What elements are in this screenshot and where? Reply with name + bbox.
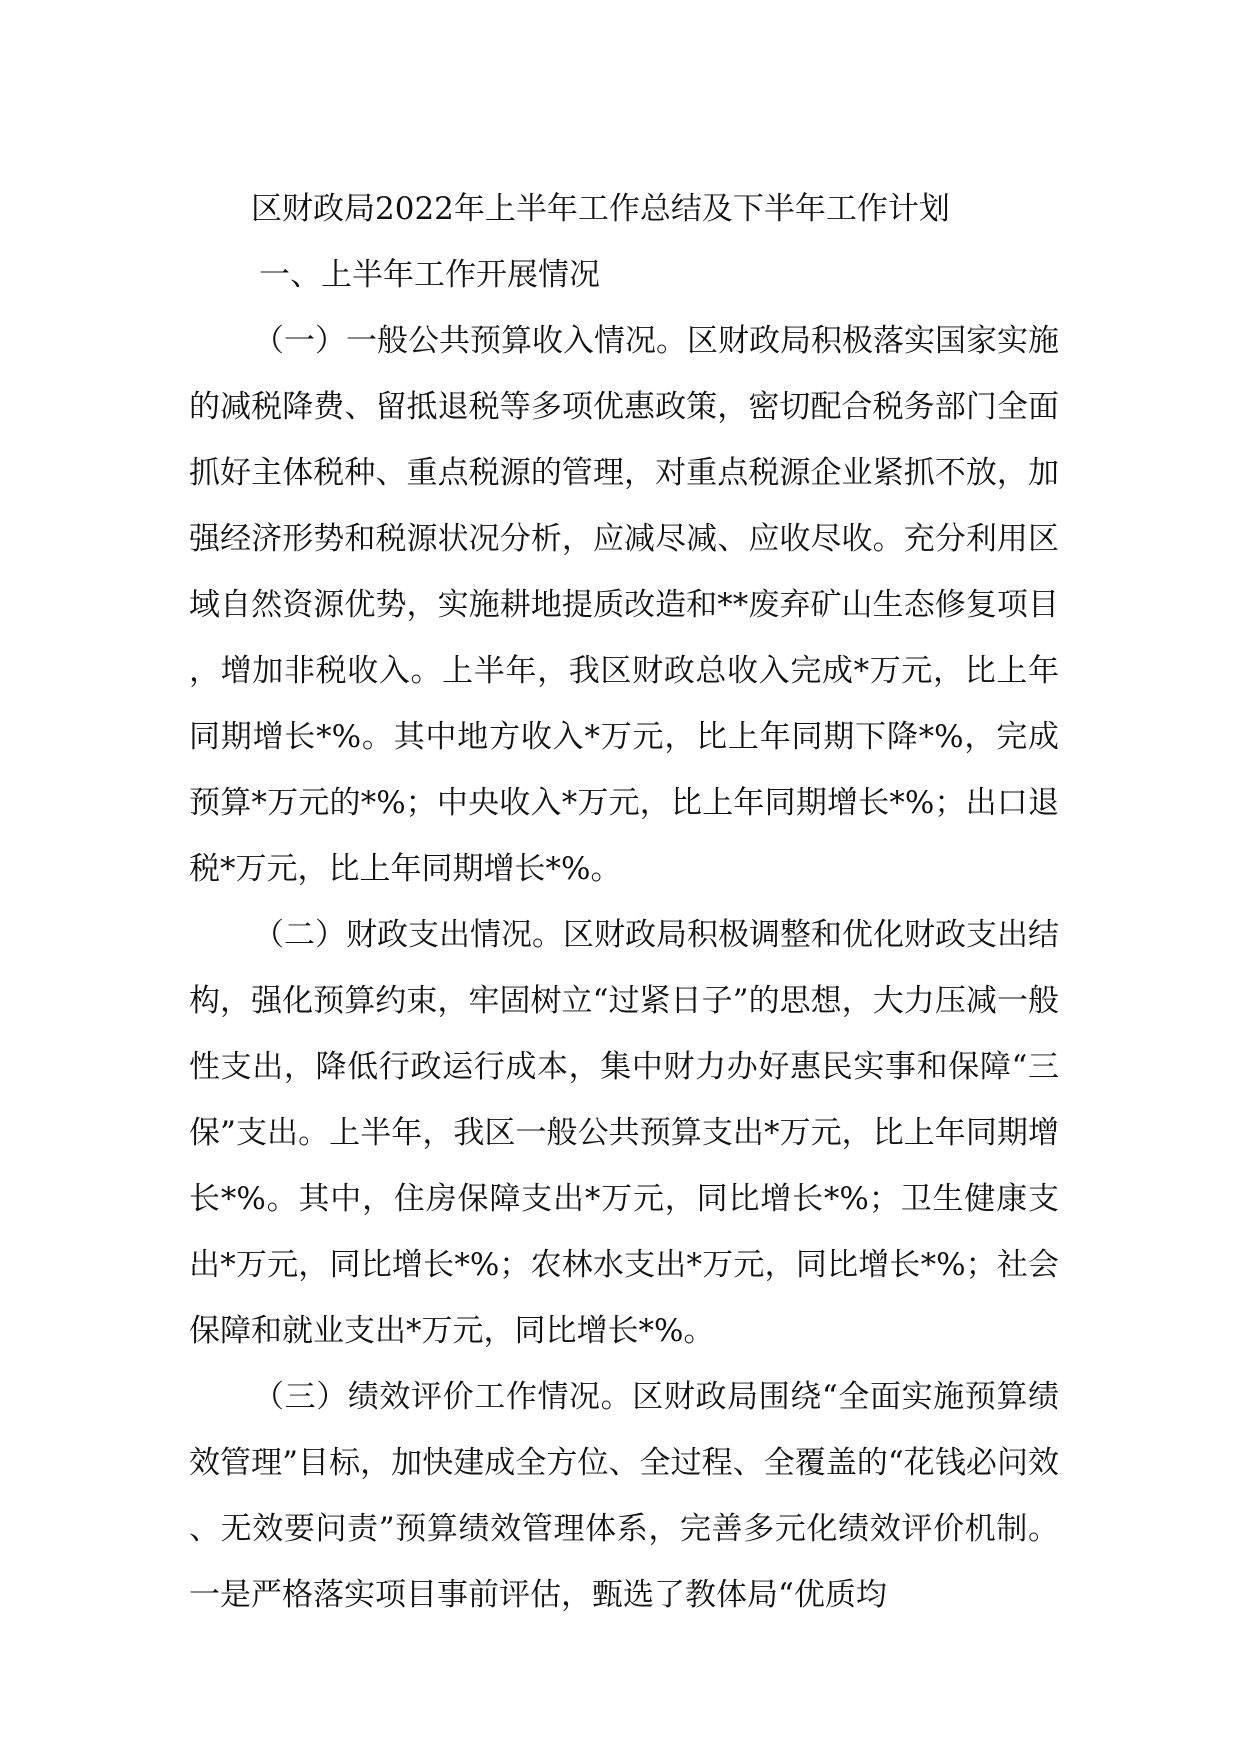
document-title: 区财政局2022年上半年工作总结及下半年工作计划 (251, 191, 950, 227)
paragraph-expenditure: （二）财政支出情况。区财政局积极调整和优化财政支出结构，强化预算约束，牢固树立“过紧日子”的思想，大力压减一般性支出，降低行政运行成本，集中财力办好惠民实事和保障“三保”支出。上半年，我区一般公共预算支出*万元，比上年同期增长*%。其中，住房保障支出*万元，同比增长*%；卫生健康支出*万元，同比增长*%；农林水支出*万元，同比增长*%；社会保障和就业支出*万元，同比增长*%。 (189, 917, 1059, 1349)
paragraph-performance: （三）绩效评价工作情况。区财政局围绕“全面实施预算绩效管理”目标，加快建成全方位、全过程、全覆盖的“花钱必问效、无效要问责”预算绩效管理体系，完善多元化绩效评价机制。一是严格落实项目事前评估，甄选了教体局“优质均 (189, 1379, 1059, 1613)
section-heading: 一、上半年工作开展情况 (259, 257, 600, 293)
document-body (189, 176, 1059, 1628)
paragraph-revenue: （一）一般公共预算收入情况。区财政局积极落实国家实施的减税降费、留抵退税等多项优惠政策，密切配合税务部门全面抓好主体税种、重点税源的管理，对重点税源企业紧抓不放，加强经济形势和税源状况分析，应减尽减、应收尽收。充分利用区域自然资源优势，实施耕地提质改造和**废弃矿山生态修复项目，增加非税收入。上半年，我区财政总收入完成*万元，比上年同期增长*%。其中地方收入*万元，比上年同期下降*%，完成预算*万元的*%；中央收入*万元，比上年同期增长*%；出口退税*万元，比上年同期增长*%。 (189, 323, 1059, 887)
